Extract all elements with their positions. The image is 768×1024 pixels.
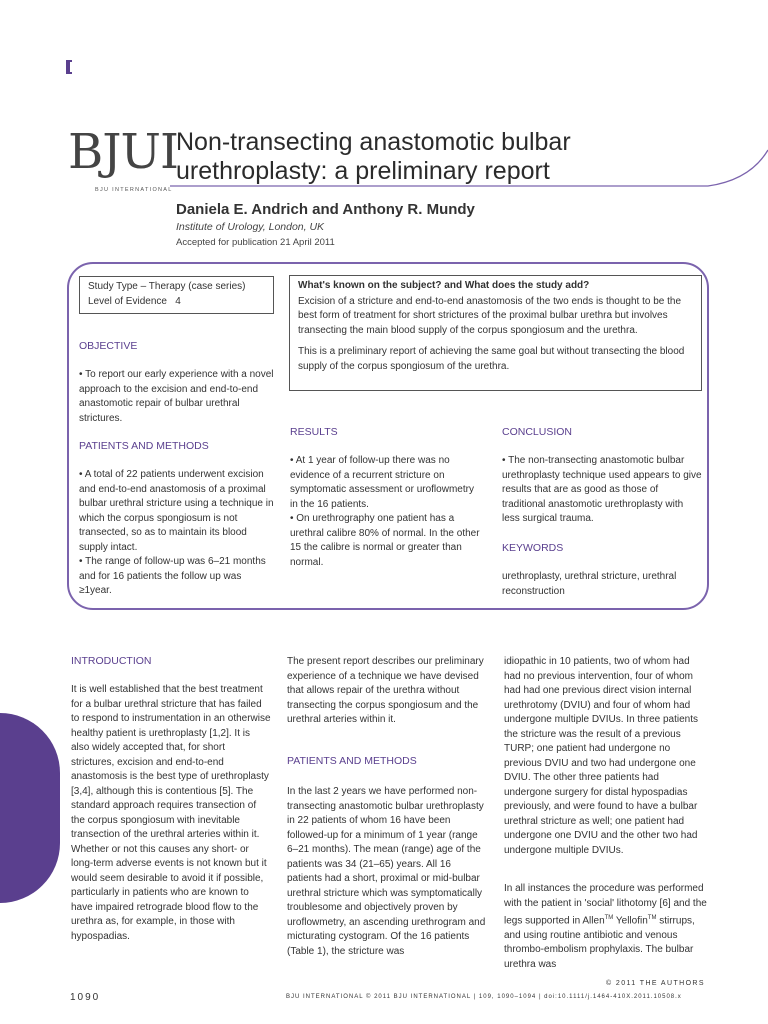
author-affiliation: Institute of Urology, London, UK bbox=[176, 221, 325, 233]
body-col3-text-2 bbox=[504, 882, 708, 972]
conclusion-heading: CONCLUSION bbox=[502, 426, 573, 438]
trademark-sup-1: TM bbox=[604, 915, 614, 921]
keywords-heading: KEYWORDS bbox=[502, 542, 564, 554]
whats-known-para-2: This is a preliminary report of achieving the same goal but without transecting the blood supply of the corpus spongiosum of the urethra. bbox=[298, 346, 685, 372]
results-text-1: • At 1 year of follow-up there was no evidence of a recurrent stricture on symptomatic assessment or uroflowmetry in the 16 patients. bbox=[290, 455, 474, 510]
footer-journal-citation: BJU INTERNATIONAL © 2011 BJU INTERNATIONAL | 109, 1090–1094 | doi:10.1111/j.1464-410X.2011.10508.x bbox=[286, 994, 682, 1000]
trademark-sup-2: TM bbox=[647, 915, 657, 921]
page-number: 1090 bbox=[70, 992, 101, 1003]
article-title-line-1: Non-transecting anastomotic bulbar bbox=[176, 128, 571, 156]
objective-heading: OBJECTIVE bbox=[79, 340, 138, 352]
body-methods-text: In the last 2 years we have performed non-transecting anastomotic bulbar urethroplasty in 22 patients of whom 16 have been followed-up for a minimum of 1 year (range 6–21 months). The mean (range) age of the patients was 34 (21–65) years. All 16 patients had a short, proximal or mid-bulbar urethral stricture which was symptomatically troublesome and objectively proven by uroflowmetry, an ascending urethrogram and micturating cystogram. Of the 16 patients (Table 1), the stricture was bbox=[287, 786, 486, 957]
footer-copyright: © 2011 THE AUTHORS bbox=[606, 980, 705, 987]
article-title-line-2: urethroplasty: a preliminary report bbox=[176, 157, 550, 185]
journal-logo: BJUI bbox=[68, 124, 178, 180]
methods-text-1: • A total of 22 patients underwent excision and end-to-end anastomosis of a proximal bulbar urethral stricture using a technique in which the corpus spongiosum is not transected, so as to maintain its blood supply intact. bbox=[79, 469, 274, 553]
corner-bracket-mark bbox=[66, 60, 72, 74]
results-text-2: • On urethrography one patient has a urethral calibre 80% of normal. In the other 15 the calibre is normal or greater than normal. bbox=[290, 513, 480, 568]
level-of-evidence: Level of Evidence 4 bbox=[88, 296, 181, 307]
whats-known-para-1: Excision of a stricture and end-to-end anastomosis of the two ends is thought to be the best form of treatment for short strictures of the proximal bulbar urethra but involves transecting the main blood supply of the corpus spongiosum and the urethra. bbox=[298, 295, 682, 336]
procedure-text-b: Yellofin bbox=[613, 915, 648, 927]
body-col2-intro-text: The present report describes our preliminary experience of a technique we have devised that allows repair of the urethra without transecting the corpus spongiosum and the urethral arteries within it. bbox=[287, 656, 484, 725]
side-tab-decoration bbox=[0, 713, 60, 903]
results-heading: RESULTS bbox=[290, 426, 338, 438]
objective-text: • To report our early experience with a novel approach to the excision and end-to-end anastomotic repair of bulbar urethral strictures. bbox=[79, 369, 274, 424]
procedure-text-c: stirrups, and using routine antibiotic and venous thrombo-embolism prophylaxis. The bulbar urethra was bbox=[504, 915, 695, 970]
whats-known-box bbox=[289, 275, 702, 391]
methods-text bbox=[79, 468, 275, 599]
methods-heading: PATIENTS AND METHODS bbox=[79, 440, 209, 452]
accepted-date: Accepted for publication 21 April 2011 bbox=[176, 237, 335, 248]
results-text bbox=[290, 454, 484, 570]
introduction-heading: INTRODUCTION bbox=[71, 655, 152, 667]
introduction-text: It is well established that the best treatment for a bulbar urethral stricture that has failed to respond to instrumentation in an otherwise healthy patient is urethroplasty [1,2]. It is also widely accepted that, for short strictures, excision and end-to-end anastomosis is the best type of urethroplasty [3,4], although this is contentious [5]. The standard approach requires transection of the corpus spongiosum with inevitable transection of the urethral arteries within it. Whether or not this causes any short- or long-term adverse events is not known but it would seem desirable to avoid it if possible, particularly in patients who are known to have impaired retrograde blood flow to the urethra as, for example, in those with hypospadias. bbox=[71, 684, 271, 942]
keywords-text: urethroplasty, urethral stricture, urethral reconstruction bbox=[502, 571, 677, 597]
article-authors: Daniela E. Andrich and Anthony R. Mundy bbox=[176, 201, 475, 218]
methods-text-2: • The range of follow-up was 6–21 months and for 16 patients the follow up was ≥1year. bbox=[79, 556, 266, 596]
conclusion-text: • The non-transecting anastomotic bulbar urethroplasty technique used appears to give results that are as good as those of traditional anastomotic urethroplasty with less surgical trauma. bbox=[502, 455, 702, 524]
study-type-box bbox=[79, 276, 274, 314]
body-col3-text-1: idiopathic in 10 patients, two of whom had had no previous intervention, four of whom had had one previous direct vision internal urethrotomy (DVIU) and four of whom had undergone multiple DVIUs. In three patients the stricture was the result of a previous TURP; one patient had undergone no previous DVIU and two had undergone one DVIU. The other three patients had undergone surgery for distal hypospadias previously, and were found to have a bulbar urethral stricture as well; one patient had undergone one DVIU and the other two had undergone multiple DVIUs. bbox=[504, 656, 698, 856]
procedure-text-a: In all instances the procedure was performed with the patient in 'social' lithotomy [6] and the legs supported in Allen bbox=[504, 883, 707, 927]
study-type: Study Type – Therapy (case series) bbox=[88, 281, 246, 292]
article-title bbox=[176, 128, 596, 186]
whats-known-heading: What's known on the subject? and What does the study add? bbox=[298, 280, 590, 291]
journal-logo-subtitle: BJU INTERNATIONAL bbox=[95, 187, 173, 193]
body-methods-heading: PATIENTS AND METHODS bbox=[287, 755, 417, 767]
